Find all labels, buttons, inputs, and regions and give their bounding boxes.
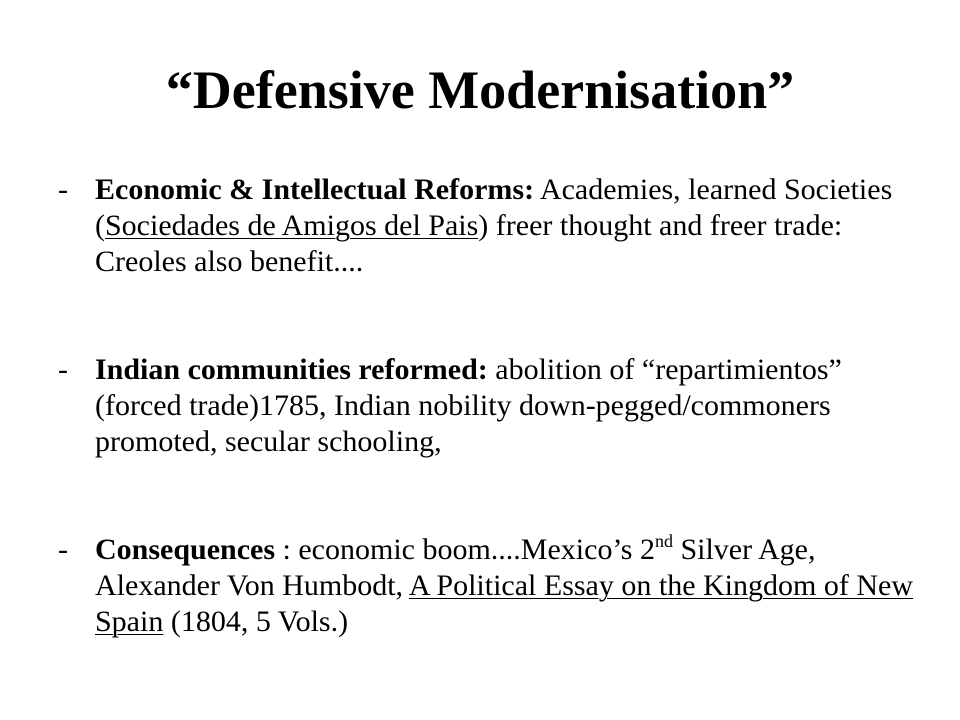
bullet-text: ) freer thought and freer trade: Creoles also benefit.... — [95, 209, 843, 278]
bullet-marker: - — [58, 533, 68, 566]
bullet-text: (1804, 5 Vols.) — [163, 605, 349, 638]
bullet-economic-reforms — [58, 172, 918, 280]
bullet-marker: - — [58, 173, 68, 206]
bullet-heading: Indian communities reformed: — [95, 353, 488, 386]
underlined-title: Sociedades de Amigos del Pais — [105, 209, 479, 242]
bullet-consequences — [58, 532, 918, 640]
bullet-text: Academies, learned Societies ( — [95, 173, 893, 242]
ordinal-superscript: nd — [654, 531, 673, 551]
bullet-indian-communities — [58, 352, 918, 460]
bullet-text: abolition of “repartimientos” (forced trade)1785, Indian nobility down-pegged/commoners promoted, secular schooling, — [95, 353, 842, 458]
slide-title: “Defensive Modernisation” — [165, 60, 795, 120]
bullet-list — [58, 172, 918, 712]
bullet-heading: Economic & Intellectual Reforms: — [95, 173, 535, 206]
underlined-title: A Political Essay on the Kingdom of New Spain — [95, 569, 913, 638]
bullet-text: : economic boom....Mexico’s 2 — [275, 533, 655, 566]
bullet-heading: Consequences — [95, 533, 276, 566]
bullet-marker: - — [58, 353, 68, 386]
bullet-text: Silver Age, Alexander Von Humbodt, — [95, 533, 816, 602]
